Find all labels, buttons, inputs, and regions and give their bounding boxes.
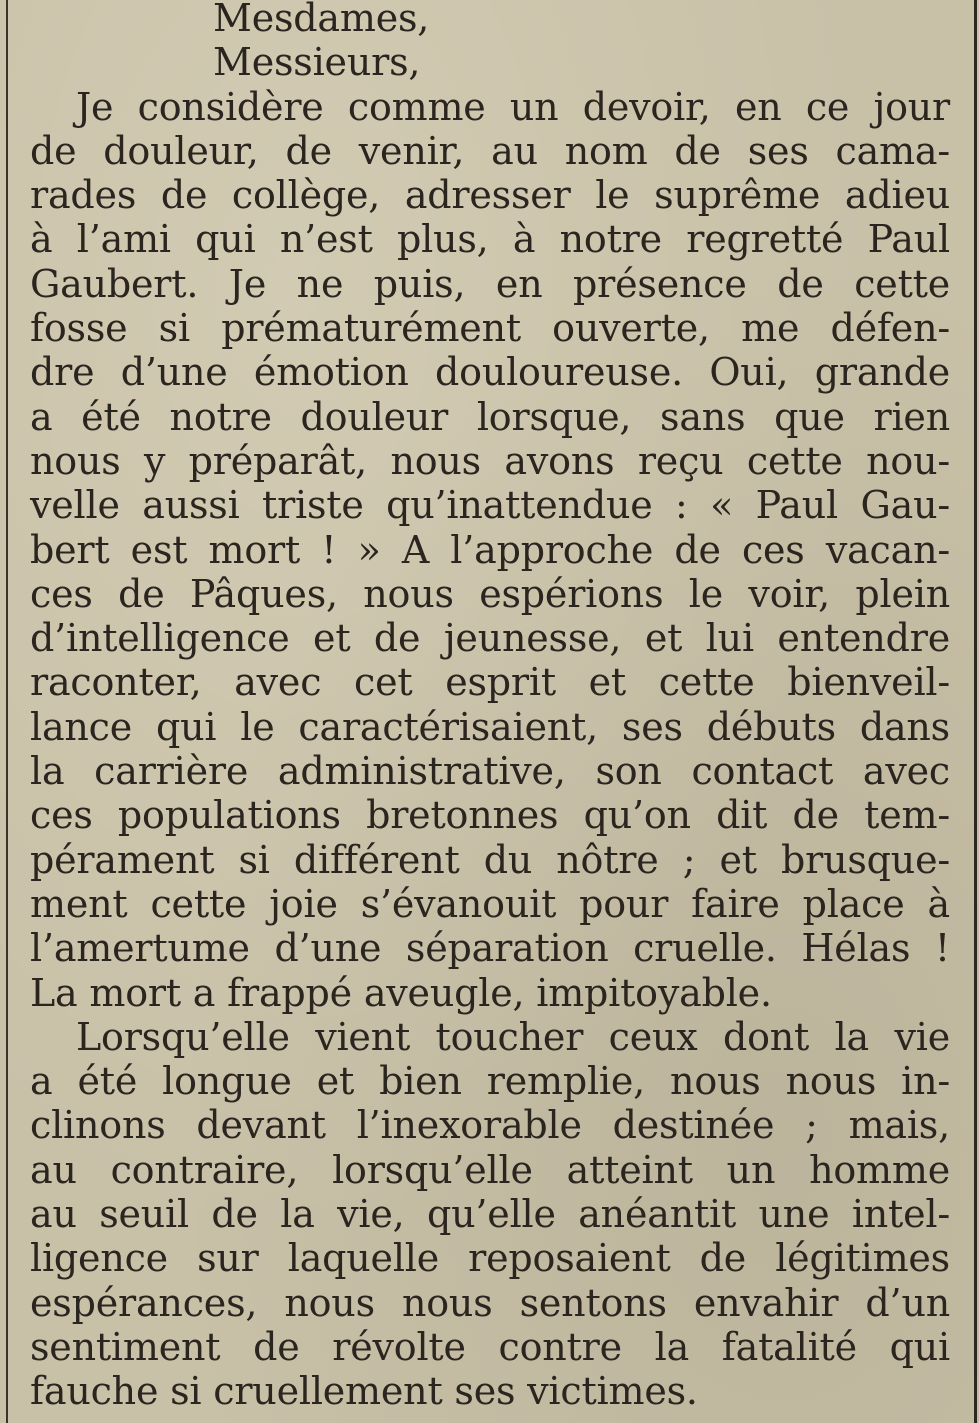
- text-line: dre d’une émotion douloureuse. Oui, grande: [30, 350, 950, 395]
- text-line: espérances, nous nous sentons envahir d’un: [30, 1280, 950, 1325]
- text-line: Gaubert. Je ne puis, en présence de cette: [30, 261, 950, 306]
- text-line: Lorsqu’elle vient toucher ceux dont la vie: [76, 1014, 950, 1059]
- text-line: La mort a frappé aveugle, impitoyable.: [30, 970, 772, 1015]
- text-line: ligence sur laquelle reposaient de légitimes: [30, 1236, 950, 1281]
- text-line: ces de Pâques, nous espérions le voir, plein: [30, 571, 950, 616]
- salutation-line-2: Messieurs,: [213, 40, 421, 85]
- paragraph-1: [30, 85, 950, 1015]
- text-line: rades de collège, adresser le suprême adieu: [30, 173, 950, 218]
- text-line: au contraire, lorsqu’elle atteint un homme: [30, 1147, 950, 1192]
- text-line: de douleur, de venir, au nom de ses cama-: [30, 128, 950, 173]
- text-line: au seuil de la vie, qu’elle anéantit une intel-: [30, 1192, 950, 1237]
- text-line: d’intelligence et de jeunesse, et lui entendre: [30, 616, 950, 661]
- text-line: la carrière administrative, son contact avec: [30, 749, 950, 794]
- text-line: a été notre douleur lorsque, sans que rien: [30, 394, 950, 439]
- text-line: fauche si cruellement ses victimes.: [30, 1369, 698, 1414]
- text-line: Je considère comme un devoir, en ce jour: [76, 84, 950, 129]
- text-line: sentiment de révolte contre la fatalité qui: [30, 1324, 950, 1369]
- text-line: bert est mort ! » A l’approche de ces vacan-: [30, 527, 950, 572]
- text-line: raconter, avec cet esprit et cette bienveil-: [30, 660, 950, 705]
- text-line: clinons devant l’inexorable destinée ; mais,: [30, 1103, 950, 1148]
- text-line: a été longue et bien remplie, nous nous in-: [30, 1059, 950, 1104]
- text-line: l’amertume d’une séparation cruelle. Hélas !: [30, 926, 950, 971]
- text-line: velle aussi triste qu’inattendue : « Paul Gau-: [30, 483, 950, 528]
- text-line: lance qui le caractérisaient, ses débuts dans: [30, 704, 950, 749]
- text-line: ment cette joie s’évanouit pour faire place à: [30, 881, 950, 926]
- text-line: fosse si prématurément ouverte, me défen-: [30, 306, 950, 351]
- salutation-line-1: Mesdames,: [213, 0, 430, 40]
- paragraph-2: [30, 1015, 950, 1414]
- text-line: nous y préparât, nous avons reçu cette nou-: [30, 438, 950, 483]
- right-column-rule: [974, 0, 977, 1423]
- text-line: à l’ami qui n’est plus, à notre regretté Paul: [30, 217, 950, 262]
- text-line: pérament si différent du nôtre ; et brusque-: [30, 837, 950, 882]
- text-column: [30, 0, 950, 1414]
- left-column-rule: [6, 0, 8, 1423]
- text-line: ces populations bretonnes qu’on dit de tem-: [30, 793, 950, 838]
